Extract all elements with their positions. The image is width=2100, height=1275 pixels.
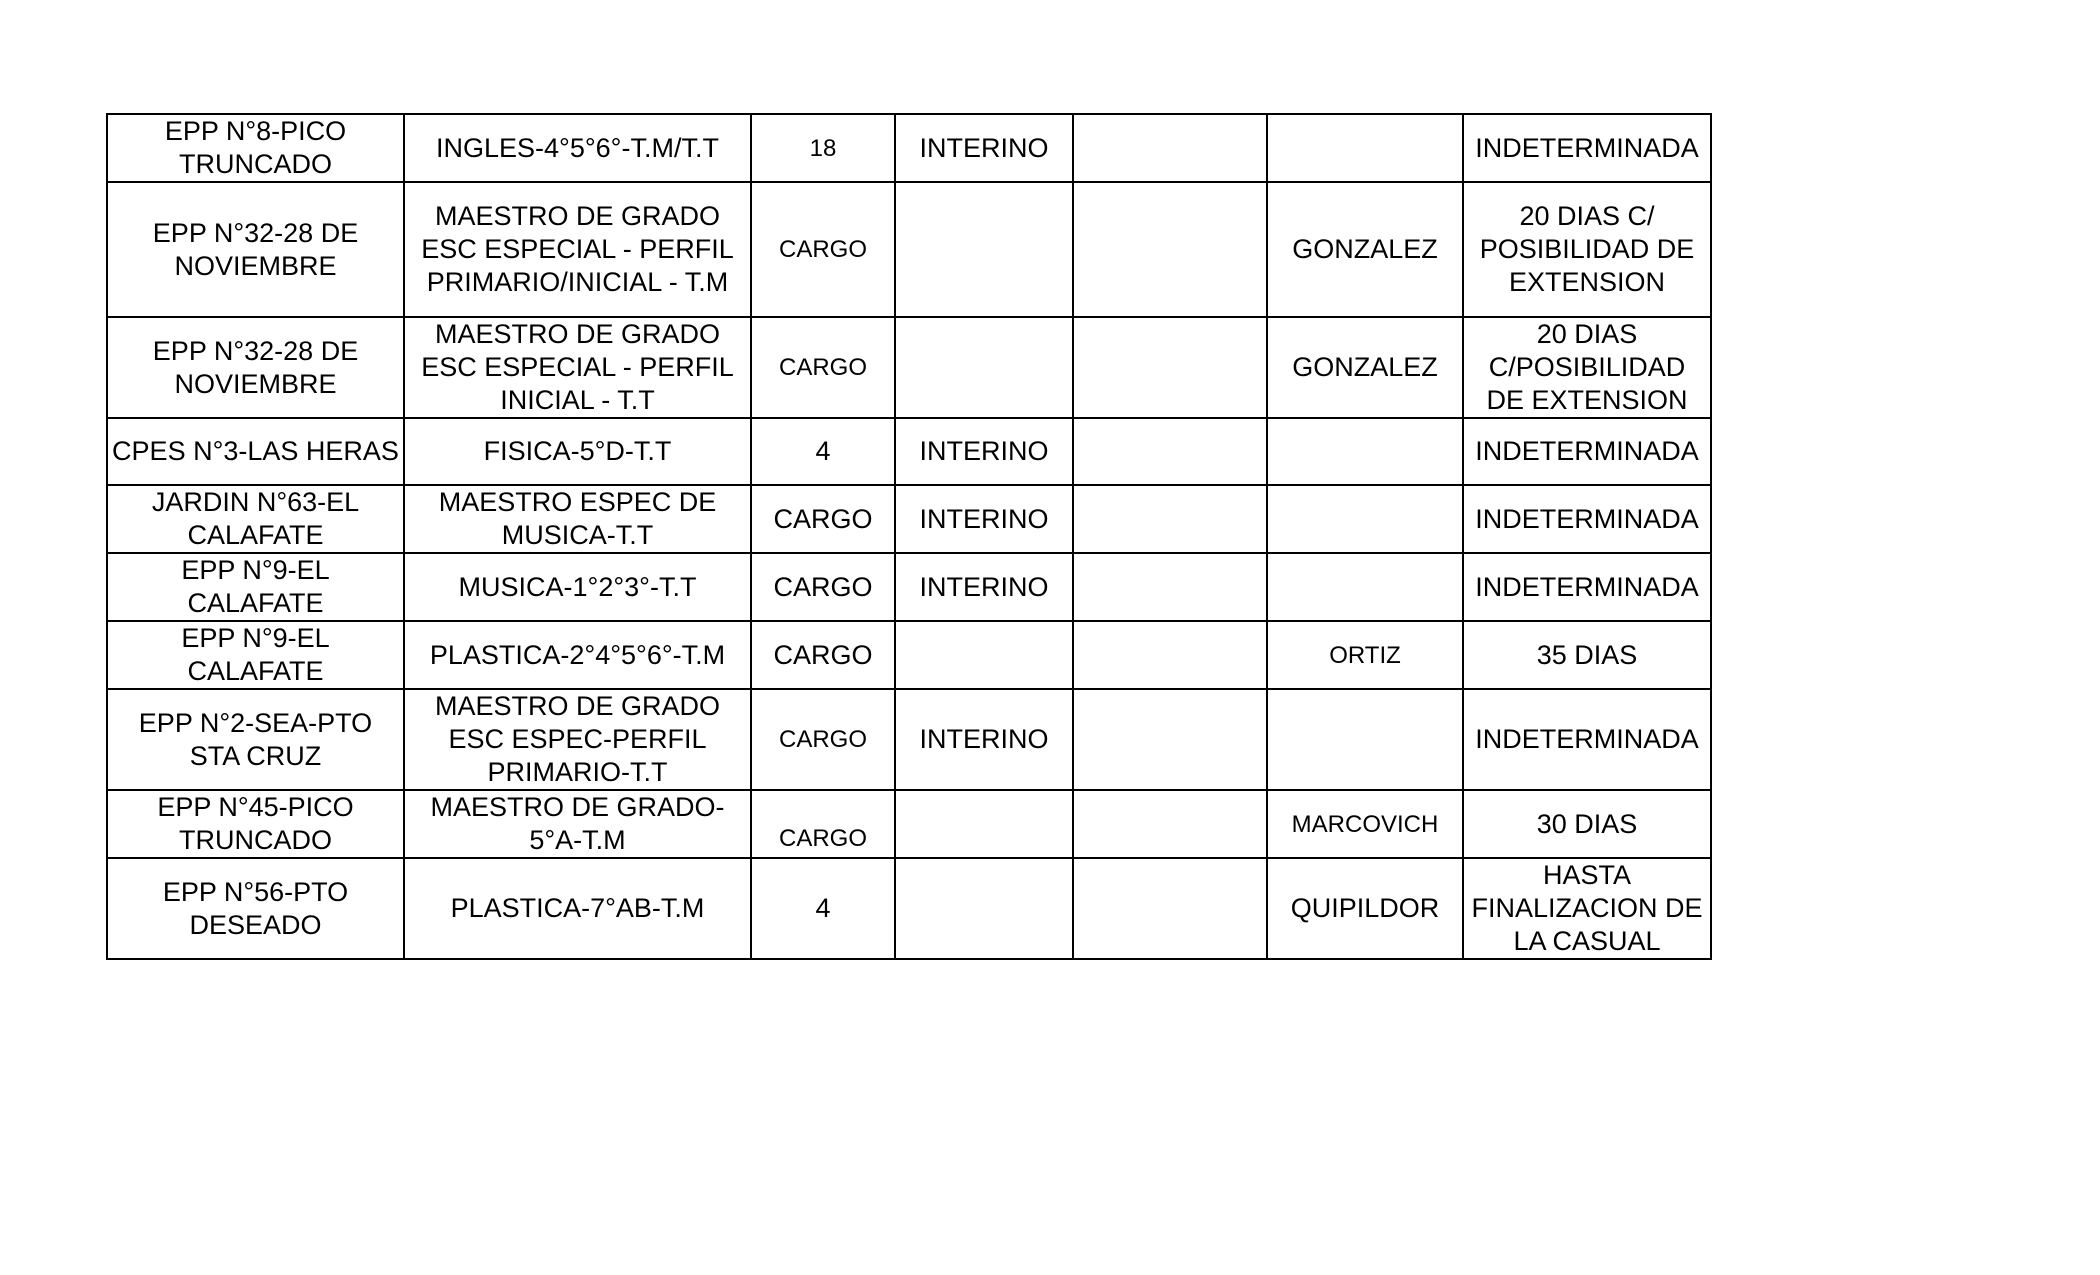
subject-cell: MAESTRO ESPEC DE MUSICA-T.T <box>404 485 751 553</box>
hours-cell: CARGO <box>751 553 895 621</box>
replaces-cell: GONZALEZ <box>1267 317 1463 418</box>
status-cell <box>895 858 1073 959</box>
replaces-cell <box>1267 485 1463 553</box>
duration-cell: INDETERMINADA <box>1463 485 1711 553</box>
extra-cell <box>1073 858 1267 959</box>
subject-cell: MAESTRO DE GRADO ESC ESPECIAL - PERFIL PRIMARIO/INICIAL - T.M <box>404 182 751 317</box>
status-cell <box>895 621 1073 689</box>
table-row <box>107 485 1711 553</box>
vacancies-table <box>106 113 1712 960</box>
table-row <box>107 182 1711 317</box>
extra-cell <box>1073 553 1267 621</box>
school-cell: EPP N°32-28 DE NOVIEMBRE <box>107 317 404 418</box>
hours-cell: 18 <box>751 114 895 182</box>
extra-cell <box>1073 790 1267 858</box>
subject-cell: PLASTICA-7°AB-T.M <box>404 858 751 959</box>
hours-cell: CARGO <box>751 182 895 317</box>
table-row <box>107 114 1711 182</box>
hours-cell: CARGO <box>751 689 895 790</box>
extra-cell <box>1073 485 1267 553</box>
status-cell: INTERINO <box>895 485 1073 553</box>
replaces-cell: GONZALEZ <box>1267 182 1463 317</box>
duration-cell: INDETERMINADA <box>1463 553 1711 621</box>
replaces-cell: ORTIZ <box>1267 621 1463 689</box>
subject-cell: INGLES-4°5°6°-T.M/T.T <box>404 114 751 182</box>
duration-cell: HASTA FINALIZACION DE LA CASUAL <box>1463 858 1711 959</box>
subject-cell: MAESTRO DE GRADO ESC ESPEC-PERFIL PRIMARIO-T.T <box>404 689 751 790</box>
subject-cell: FISICA-5°D-T.T <box>404 418 751 485</box>
duration-cell: INDETERMINADA <box>1463 418 1711 485</box>
status-cell: INTERINO <box>895 553 1073 621</box>
duration-cell: 20 DIAS C/ POSIBILIDAD DE EXTENSION <box>1463 182 1711 317</box>
school-cell: EPP N°9-EL CALAFATE <box>107 621 404 689</box>
table-row <box>107 553 1711 621</box>
extra-cell <box>1073 114 1267 182</box>
extra-cell <box>1073 317 1267 418</box>
subject-cell: MAESTRO DE GRADO-5°A-T.M <box>404 790 751 858</box>
duration-cell: 20 DIAS C/POSIBILIDAD DE EXTENSION <box>1463 317 1711 418</box>
hours-cell: 4 <box>751 858 895 959</box>
subject-cell: MAESTRO DE GRADO ESC ESPECIAL - PERFIL INICIAL - T.T <box>404 317 751 418</box>
school-cell: EPP N°32-28 DE NOVIEMBRE <box>107 182 404 317</box>
hours-cell: CARGO <box>751 317 895 418</box>
replaces-cell <box>1267 114 1463 182</box>
subject-cell: PLASTICA-2°4°5°6°-T.M <box>404 621 751 689</box>
school-cell: JARDIN N°63-EL CALAFATE <box>107 485 404 553</box>
extra-cell <box>1073 418 1267 485</box>
duration-cell: 35 DIAS <box>1463 621 1711 689</box>
school-cell: CPES N°3-LAS HERAS <box>107 418 404 485</box>
subject-cell: MUSICA-1°2°3°-T.T <box>404 553 751 621</box>
duration-cell: 30 DIAS <box>1463 790 1711 858</box>
table-row <box>107 858 1711 959</box>
duration-cell: INDETERMINADA <box>1463 114 1711 182</box>
replaces-cell <box>1267 689 1463 790</box>
replaces-cell: MARCOVICH <box>1267 790 1463 858</box>
replaces-cell: QUIPILDOR <box>1267 858 1463 959</box>
hours-cell: CARGO <box>751 621 895 689</box>
status-cell: INTERINO <box>895 114 1073 182</box>
table-row <box>107 790 1711 858</box>
table-row <box>107 418 1711 485</box>
replaces-cell <box>1267 418 1463 485</box>
status-cell: INTERINO <box>895 418 1073 485</box>
extra-cell <box>1073 182 1267 317</box>
table-row <box>107 689 1711 790</box>
school-cell: EPP N°9-EL CALAFATE <box>107 553 404 621</box>
status-cell <box>895 182 1073 317</box>
status-cell <box>895 790 1073 858</box>
hours-cell: CARGO <box>751 790 895 858</box>
hours-cell: CARGO <box>751 485 895 553</box>
school-cell: EPP N°2-SEA-PTO STA CRUZ <box>107 689 404 790</box>
table-row <box>107 621 1711 689</box>
school-cell: EPP N°45-PICO TRUNCADO <box>107 790 404 858</box>
replaces-cell <box>1267 553 1463 621</box>
extra-cell <box>1073 689 1267 790</box>
table-row <box>107 317 1711 418</box>
hours-cell: 4 <box>751 418 895 485</box>
extra-cell <box>1073 621 1267 689</box>
status-cell: INTERINO <box>895 689 1073 790</box>
duration-cell: INDETERMINADA <box>1463 689 1711 790</box>
school-cell: EPP N°56-PTO DESEADO <box>107 858 404 959</box>
school-cell: EPP N°8-PICO TRUNCADO <box>107 114 404 182</box>
status-cell <box>895 317 1073 418</box>
